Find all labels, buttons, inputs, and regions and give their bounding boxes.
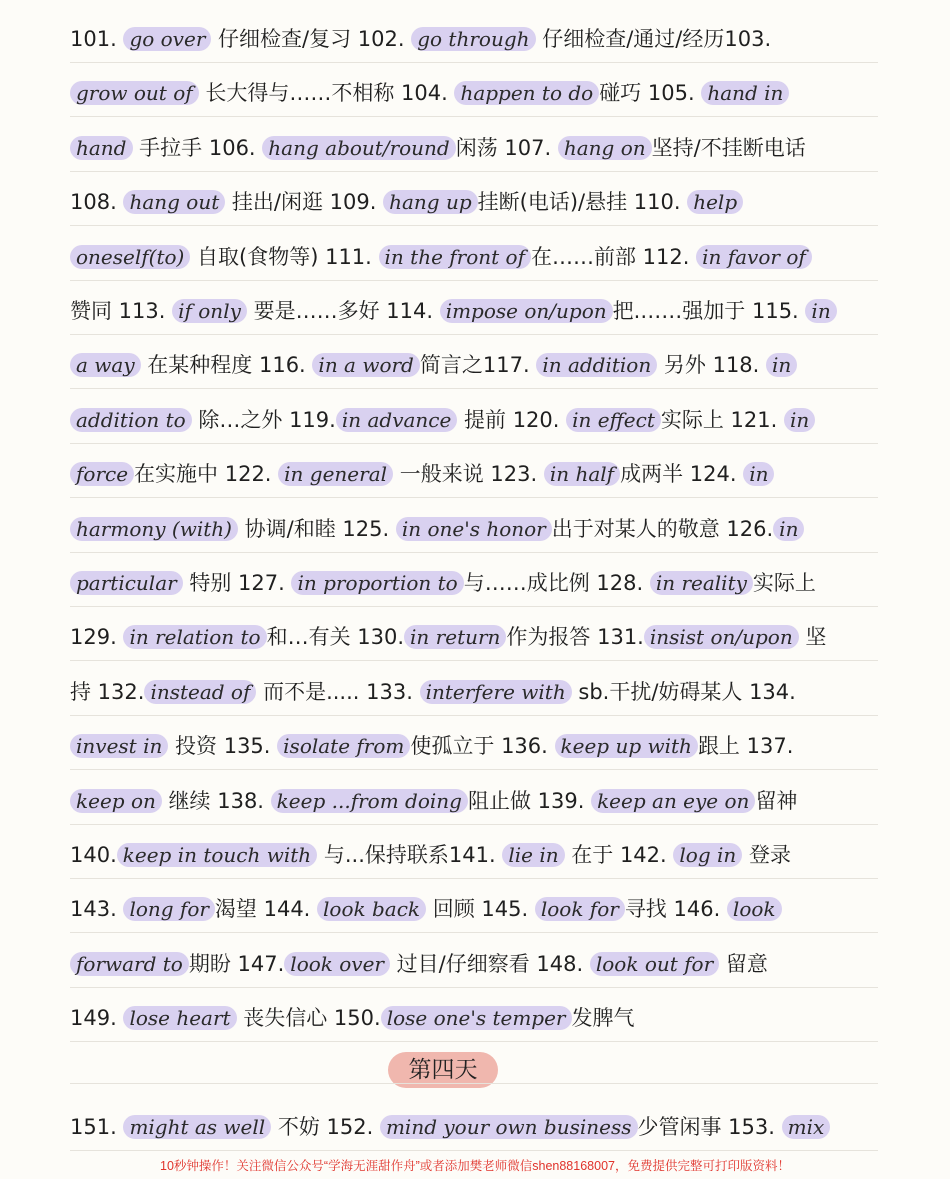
footer-note: 10秒钟操作！关注微信公众号“学海无涯甜作舟”或者添加樊老师微信shen88168007，免费提供完整可打印版资料！	[160, 1159, 790, 1173]
highlighted-phrase: lose one's temper	[381, 1006, 572, 1030]
phrase-text: 129.	[70, 625, 124, 650]
ruled-line	[70, 116, 878, 117]
phrase-text: 自取(食物等) 111.	[190, 244, 379, 269]
ruled-line	[70, 388, 878, 389]
highlighted-phrase: grow out of	[70, 81, 199, 105]
phrase-text: 阻止做 139.	[467, 788, 592, 813]
phrase-text: 简言之117.	[419, 353, 537, 378]
highlighted-phrase: hand in	[701, 81, 789, 105]
highlighted-phrase: in return	[404, 625, 506, 649]
ruled-line	[70, 334, 878, 335]
ruled-line	[70, 497, 878, 498]
phrase-text: 而不是..... 133.	[256, 679, 420, 704]
highlighted-phrase: look out for	[590, 952, 719, 976]
highlighted-phrase: keep ...from doing	[271, 789, 468, 813]
highlighted-phrase: help	[687, 190, 743, 214]
ruled-line	[70, 606, 878, 607]
text-line	[70, 1110, 880, 1144]
highlighted-phrase: hang on	[558, 136, 652, 160]
highlighted-phrase: keep an eye on	[591, 789, 755, 813]
phrase-text: 寻找 146.	[624, 897, 727, 922]
phrase-text: 实际上	[752, 571, 816, 595]
section-divider	[70, 1083, 878, 1084]
phrase-text: 长大得与……不相称 104.	[198, 81, 455, 106]
highlighted-phrase: go over	[123, 27, 211, 51]
highlighted-phrase: isolate from	[277, 734, 410, 758]
highlighted-phrase: insist on/upon	[644, 625, 799, 649]
highlighted-phrase: in favor of	[696, 245, 812, 269]
phrase-text: 除…之外 119.	[191, 407, 336, 432]
ruled-line	[70, 171, 878, 172]
highlighted-phrase: in	[773, 517, 804, 541]
phrase-text: 过目/仔细察看 148.	[390, 951, 590, 976]
highlighted-phrase: oneself(to)	[70, 245, 190, 269]
phrase-text: 持 132.	[70, 679, 145, 704]
ruled-line	[70, 62, 878, 63]
highlighted-phrase: hang about/round	[262, 136, 455, 160]
phrase-text: 不妨 152.	[271, 1115, 380, 1139]
highlighted-phrase: in one's honor	[396, 517, 552, 541]
phrase-text: 碰巧 105.	[599, 81, 702, 106]
ruled-line	[70, 878, 878, 879]
ruled-line	[70, 660, 878, 661]
highlighted-phrase: in a word	[312, 353, 419, 377]
highlighted-phrase: look	[727, 897, 782, 921]
highlighted-phrase: in reality	[650, 571, 753, 595]
highlighted-phrase: in proportion to	[291, 571, 463, 595]
highlighted-phrase: keep in touch with	[117, 843, 317, 867]
text-line	[70, 784, 880, 818]
highlighted-phrase: look for	[535, 897, 625, 921]
phrase-text: 挂断(电话)/悬挂 110.	[477, 190, 688, 215]
text-line	[70, 348, 880, 382]
text-line	[70, 892, 880, 926]
phrase-text: 赞同 113.	[70, 299, 173, 323]
text-line	[70, 294, 880, 328]
phrase-text: 协调/和睦 125.	[237, 516, 396, 541]
phrase-text: 在……前部 112.	[530, 244, 697, 269]
phrase-text: 提前 120.	[457, 407, 567, 432]
phrase-text: 151.	[70, 1115, 124, 1139]
ruled-line	[70, 715, 878, 716]
phrase-text: sb.干扰/妨碍某人 134.	[571, 679, 796, 704]
phrase-text: 140.	[70, 843, 117, 867]
highlighted-phrase: happen to do	[454, 81, 599, 105]
text-line	[70, 512, 880, 546]
phrase-text: 使孤立于 136.	[410, 734, 555, 759]
phrase-text: 挂出/闲逛 109.	[225, 190, 384, 215]
phrase-text: 少管闲事 153.	[637, 1115, 782, 1139]
phrase-text: 投资 135.	[168, 734, 278, 759]
highlighted-phrase: in	[784, 408, 815, 432]
text-line	[70, 185, 880, 219]
phrase-text: 发脾气	[571, 1006, 635, 1031]
highlighted-phrase: in	[743, 462, 774, 486]
phrase-text: 实际上 121.	[660, 407, 784, 432]
highlighted-phrase: in	[766, 353, 797, 377]
phrase-text: 特别 127.	[182, 571, 292, 595]
phrase-text: 仔细检查/通过/经历103.	[535, 27, 772, 51]
highlighted-phrase: in general	[278, 462, 393, 486]
highlighted-phrase: in relation to	[123, 625, 266, 649]
text-line	[70, 947, 880, 981]
ruled-line	[70, 1150, 878, 1151]
highlighted-phrase: hang up	[383, 190, 478, 214]
phrase-text: 在实施中 122.	[134, 462, 279, 487]
phrase-text: 回顾 145.	[426, 897, 535, 922]
phrase-text: 和…有关 130.	[266, 625, 405, 650]
phrase-text: 坚	[798, 625, 827, 650]
phrase-text: 留意	[719, 951, 768, 976]
highlighted-phrase: particular	[70, 571, 183, 595]
highlighted-phrase: addition to	[70, 408, 192, 432]
highlighted-phrase: in	[805, 299, 836, 323]
text-line	[70, 403, 880, 437]
highlighted-phrase: in addition	[536, 353, 657, 377]
phrase-text: 期盼 147.	[188, 951, 285, 976]
ruled-line	[70, 824, 878, 825]
highlighted-phrase: in advance	[336, 408, 458, 432]
highlighted-phrase: look over	[284, 952, 390, 976]
ruled-line	[70, 225, 878, 226]
ruled-line	[70, 552, 878, 553]
text-line	[70, 240, 880, 274]
phrase-text: 要是……多好 114.	[246, 299, 440, 323]
highlighted-phrase: a way	[70, 353, 141, 377]
text-line	[70, 838, 880, 872]
highlighted-phrase: invest in	[70, 734, 168, 758]
highlighted-phrase: interfere with	[420, 680, 572, 704]
phrase-text: 渴望 144.	[214, 897, 318, 922]
phrase-text: 坚持/不挂断电话	[651, 135, 806, 160]
phrase-text: 作为报答 131.	[506, 625, 644, 650]
phrase-text: 101.	[70, 27, 124, 51]
phrase-text: 108.	[70, 190, 124, 215]
highlighted-phrase: keep on	[70, 789, 162, 813]
text-line	[70, 566, 880, 600]
ruled-line	[70, 443, 878, 444]
text-line	[70, 457, 880, 491]
phrase-text: 与……成比例 128.	[463, 571, 650, 595]
highlighted-phrase: instead of	[144, 680, 256, 704]
highlighted-phrase: forward to	[70, 952, 189, 976]
highlighted-phrase: in half	[544, 462, 620, 486]
ruled-line	[70, 932, 878, 933]
phrase-text: 成两半 124.	[620, 462, 744, 487]
ruled-line	[70, 1041, 878, 1042]
text-line	[70, 675, 880, 709]
phrase-text: 丧失信心 150.	[236, 1006, 381, 1031]
highlighted-phrase: lose heart	[123, 1006, 236, 1030]
text-line	[70, 1001, 880, 1035]
text-line	[70, 76, 880, 110]
highlighted-phrase: go through	[411, 27, 535, 51]
highlighted-phrase: mix	[782, 1115, 831, 1139]
text-line	[70, 620, 880, 654]
highlighted-phrase: log in	[673, 843, 742, 867]
phrase-text: 手拉手 106.	[132, 135, 263, 160]
phrase-text: 仔细检查/复习 102.	[211, 27, 412, 51]
phrase-text: 149.	[70, 1006, 124, 1031]
ruled-line	[70, 280, 878, 281]
phrase-text: 把.……强加于 115.	[612, 299, 806, 323]
highlighted-phrase: harmony (with)	[70, 517, 238, 541]
phrase-text: 出于对某人的敬意 126.	[551, 516, 774, 541]
highlighted-phrase: lie in	[502, 843, 564, 867]
phrase-text: 另外 118.	[657, 353, 767, 378]
highlighted-phrase: in effect	[566, 408, 661, 432]
ruled-line	[70, 987, 878, 988]
text-line	[70, 22, 880, 56]
highlighted-phrase: keep up with	[555, 734, 698, 758]
highlighted-phrase: force	[70, 462, 134, 486]
highlighted-phrase: hang out	[123, 190, 225, 214]
text-line	[70, 729, 880, 763]
phrase-text: 在于 142.	[564, 843, 674, 867]
highlighted-phrase: look back	[317, 897, 426, 921]
phrase-text: 在某种程度 116.	[140, 353, 313, 378]
highlighted-phrase: might as well	[123, 1115, 271, 1139]
phrase-text: 留神	[755, 788, 798, 813]
highlighted-phrase: hand	[70, 136, 133, 160]
highlighted-phrase: impose on/upon	[440, 299, 613, 323]
phrase-text: 一般来说 123.	[393, 462, 544, 487]
phrase-text: 143.	[70, 897, 124, 922]
phrase-text: 跟上 137.	[697, 734, 794, 759]
phrase-text: 继续 138.	[161, 788, 271, 813]
phrase-text: 闲荡 107.	[455, 135, 558, 160]
day-heading: 第四天	[388, 1052, 498, 1088]
text-line	[70, 131, 880, 165]
highlighted-phrase: mind your own business	[380, 1115, 638, 1139]
phrase-text: 与...保持联系141.	[317, 843, 503, 867]
highlighted-phrase: if only	[172, 299, 247, 323]
highlighted-phrase: long for	[123, 897, 214, 921]
highlighted-phrase: in the front of	[379, 245, 531, 269]
ruled-line	[70, 769, 878, 770]
phrase-text: 登录	[742, 843, 791, 867]
